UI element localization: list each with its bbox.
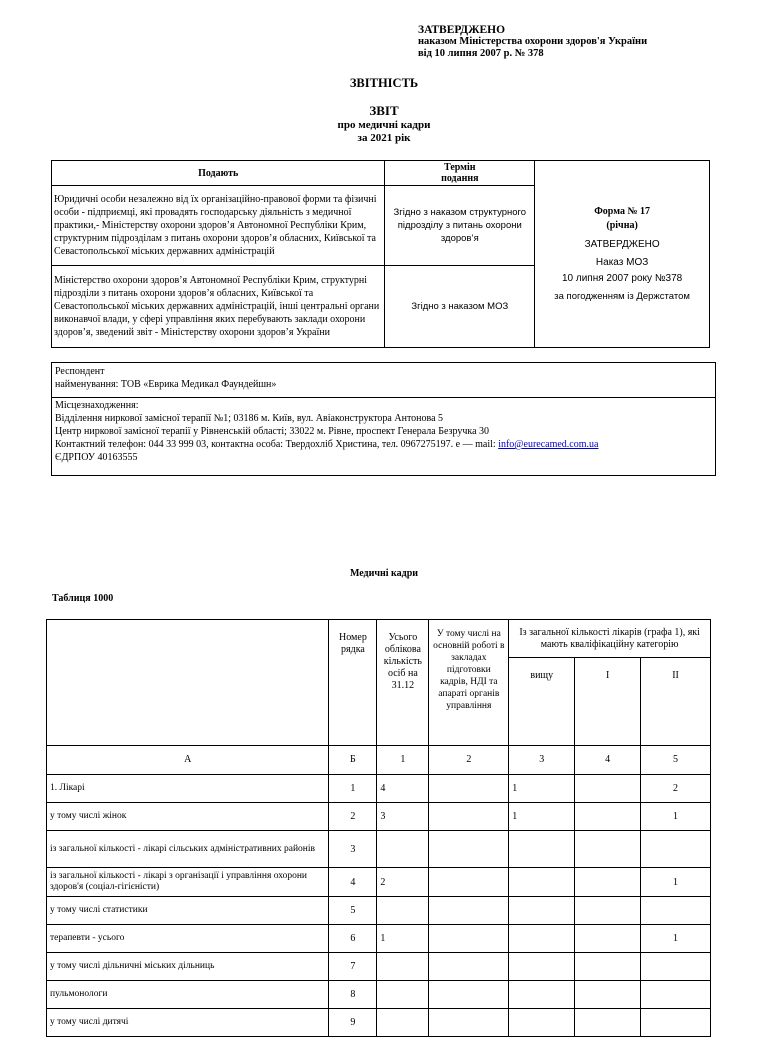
table-1000 [46,619,711,1037]
address-1: Відділення ниркової замісної терапії №1; 03186 м. Київ, вул. Авіаконструктора Антонова 5 [55,413,444,424]
email-link[interactable]: info@eurecamed.com.ua [498,439,599,450]
cell-col4 [575,831,641,868]
location-label: Місцезнаходження: [55,400,139,411]
cell-col5 [641,981,711,1009]
row-name: у тому числі дільничні міських дільниць [47,953,329,981]
approval-title: ЗАТВЕРДЖЕНО [418,24,506,36]
cell-col3 [509,981,575,1009]
col-deadline-header: Термін подання [385,161,535,186]
idx-a: А [47,746,329,775]
row-number: 4 [329,868,377,897]
respondent-box [51,362,716,398]
cell-col2 [429,897,509,925]
idx-4: 4 [575,746,641,775]
approval-line2: від 10 липня 2007 р. № 378 [418,48,544,59]
form-order: Наказ МОЗ [595,256,649,268]
h-row-no: Номер рядка [329,620,377,746]
cell-col1 [377,953,429,981]
form-agreed: за погодженням із Держстатом [554,290,690,302]
row-number: 1 [329,775,377,803]
submission-table [51,160,710,348]
row-name: із загальної кількості - лікарі з організації і управління охорони здоров'я (соціал-гігієністи) [47,868,329,897]
cell-col1: 3 [377,803,429,831]
table-row [47,897,711,925]
row2-deadline: Згідно з наказом МОЗ [385,266,535,348]
cell-col3 [509,897,575,925]
h-name [47,620,329,746]
report-subtitle: про медичні кадри [337,119,431,131]
h-total: Усього облікова кількість осіб на 31.12 [377,620,429,746]
form-info-cell [535,161,710,348]
cell-col2 [429,925,509,953]
cell-col5 [641,953,711,981]
idx-b: Б [329,746,377,775]
cell-col2 [429,831,509,868]
cell-col1 [377,831,429,868]
cell-col3 [509,831,575,868]
cell-col5: 1 [641,925,711,953]
address-2: Центр ниркової замісної терапії у Рівненській області; 33022 м. Рівне, проспект Генерала Безручка 30 [55,426,490,437]
form-date: 10 липня 2007 року №378 [561,272,683,284]
h-first: I [575,658,641,746]
cell-col4 [575,953,641,981]
approval-block [418,24,647,60]
table-row [47,803,711,831]
cell-col3 [509,953,575,981]
h-main: У тому числі на основній роботі в закладах підготовки кадрів, НДІ та апараті органів управління [429,620,509,746]
cell-col1 [377,981,429,1009]
cell-col3: 1 [509,803,575,831]
row-number: 5 [329,897,377,925]
row-name: 1. Лікарі [47,775,329,803]
cell-col4 [575,897,641,925]
cell-col1: 2 [377,868,429,897]
row-name: терапевти - усього [47,925,329,953]
cell-col1: 1 [377,925,429,953]
cell-col5 [641,831,711,868]
table-row [47,1009,711,1037]
cell-col1 [377,897,429,925]
cell-col2 [429,1009,509,1037]
report-year: за 2021 рік [357,132,411,144]
row-name: у тому числі жінок [47,803,329,831]
cell-col2 [429,868,509,897]
cell-col3 [509,925,575,953]
cell-col3 [509,868,575,897]
cell-col5: 1 [641,868,711,897]
table-row [47,831,711,868]
cell-col3 [509,1009,575,1037]
cell-col5: 2 [641,775,711,803]
table-row [47,953,711,981]
respondent-label: Респондент [55,366,105,377]
h-second: II [641,658,711,746]
cell-col1: 4 [377,775,429,803]
row2-who: Міністерство охорони здоров’я Автономної Республіки Крим, структурні підрозділи з питань охорони здоров’я обласних, Київської та Севастопольської міських державних адміністрацій, інші центральні органи виконавчої влади, у сфері управління яких перебувають заклади охорони здоров’я, зведений звіт - Міністерству охорони здоров’я України [52,266,385,348]
row1-who: Юридичні особи незалежно від їх організаційно-правової форми та фізичні особи - підприємці, які провадять господарську діяльність з медичної практики,- Міністерству охорони здоров’я Автономної Республіки Крим, структурним підрозділам з питань охорони здоров’я обласних, Київської та Севастопольської міських державних адміністрацій [52,186,385,266]
table-row [47,981,711,1009]
cell-col5: 1 [641,803,711,831]
row-number: 3 [329,831,377,868]
report-title: ЗВІТ [369,103,399,118]
row-number: 2 [329,803,377,831]
approval-line1: наказом Міністерства охорони здоров'я України [418,36,648,47]
cell-col4 [575,803,641,831]
cell-col5 [641,897,711,925]
idx-3: 3 [509,746,575,775]
row-number: 8 [329,981,377,1009]
idx-1: 1 [377,746,429,775]
form-period: (річна) [606,219,638,231]
contact-line: Контактний телефон: 044 33 999 03, контактна особа: Твердохліб Христина, тел. 0967275197. e — mail: info@eurecamed.com.ua [55,439,599,450]
idx-2: 2 [429,746,509,775]
cell-col4 [575,981,641,1009]
row1-deadline: Згідно з наказом структурного підрозділу з питань охорони здоров’я [385,186,535,266]
h-highest: вищу [509,658,575,746]
cell-col3: 1 [509,775,575,803]
row-name: у тому числі статистики [47,897,329,925]
row-name: у тому числі дитячі [47,1009,329,1037]
h-qual: Із загальної кількості лікарів (графа 1), які мають кваліфікаційну категорію [509,620,711,658]
row-name: пульмонологи [47,981,329,1009]
cell-col2 [429,775,509,803]
respondent-name: найменування: ТОВ «Еврика Медикал Фаундейшн» [55,379,277,390]
cell-col2 [429,953,509,981]
table-title: Таблиця 1000 [52,593,114,604]
row-number: 9 [329,1009,377,1037]
cell-col1 [377,1009,429,1037]
row-name: із загальної кількості - лікарі сільських адміністративних районів [47,831,329,868]
cell-col4 [575,925,641,953]
row-number: 7 [329,953,377,981]
cell-col4 [575,775,641,803]
idx-5: 5 [641,746,711,775]
col-submit-header: Подають [52,161,385,186]
table-row [47,775,711,803]
row-number: 6 [329,925,377,953]
location-box [51,397,716,476]
cell-col4 [575,1009,641,1037]
cell-col5 [641,1009,711,1037]
cell-col4 [575,868,641,897]
cell-col2 [429,803,509,831]
form-number: Форма № 17 [594,205,650,217]
table-row [47,868,711,897]
edrpou: ЄДРПОУ 40163555 [55,452,138,463]
form-approved: ЗАТВЕРДЖЕНО [584,238,660,250]
cell-col2 [429,981,509,1009]
report-heading: ЗВІТНІСТЬ [349,76,419,90]
table-row [47,925,711,953]
section-title: Медичні кадри [349,568,419,579]
